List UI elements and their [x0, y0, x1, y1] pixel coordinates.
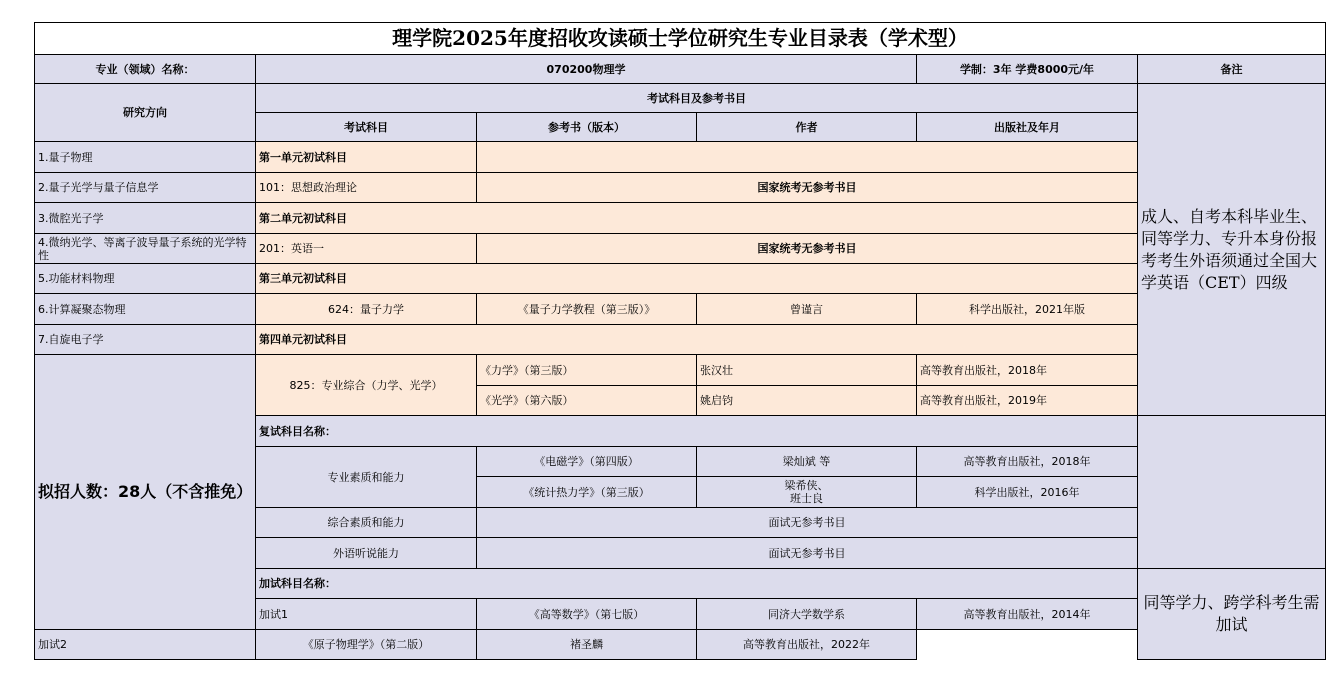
retest-author: 梁灿斌 等: [697, 447, 917, 477]
extra-book: 《原子物理学》（第二版）: [256, 630, 477, 660]
unit3-book: 《量子力学教程（第三版）》: [477, 294, 697, 325]
unit2-note: 国家统考无参考书目: [477, 234, 1138, 264]
unit4-publisher: 高等教育出版社，2018年: [917, 355, 1138, 386]
extra-author: 同济大学数学系: [697, 599, 917, 630]
unit4-author: 张汉壮: [697, 355, 917, 386]
extra-author: 褚圣麟: [477, 630, 697, 660]
retest-author: [697, 477, 917, 508]
author-header: 作者: [697, 113, 917, 142]
major-label: 专业（领域）名称：: [35, 55, 256, 84]
duration-fee: 学制：3年 学费8000元/年: [917, 55, 1138, 84]
unit2-subject: 201：英语一: [256, 234, 477, 264]
remarks-main: 成人、自考本科毕业生、同等学力、专升本身份报考考生外语须通过全国大学英语（CET）四级: [1138, 84, 1326, 416]
retest-comprehensive-note: 面试无参考书目: [477, 508, 1138, 538]
subject-header: 考试科目: [256, 113, 477, 142]
publisher-header: 出版社及年月: [917, 113, 1138, 142]
unit2-label: 第二单元初试科目: [256, 203, 1138, 234]
extra-name: 加试1: [256, 599, 477, 630]
unit4-book: 《力学》（第三版）: [477, 355, 697, 386]
extra-publisher: 高等教育出版社，2022年: [697, 630, 917, 660]
exam-group-header: 考试科目及参考书目: [256, 84, 1138, 113]
unit1-blank: [477, 142, 1138, 173]
extra-name: 加试2: [35, 630, 256, 660]
unit4-publisher: 高等教育出版社，2019年: [917, 386, 1138, 416]
retest-publisher: 高等教育出版社，2018年: [917, 447, 1138, 477]
unit1-label: 第一单元初试科目: [256, 142, 477, 173]
book-header: 参考书（版本）: [477, 113, 697, 142]
remarks-blank: [1138, 416, 1326, 569]
enrollment-count: 拟招人数：28人（不含推免）: [35, 355, 256, 630]
direction-header: 研究方向: [35, 84, 256, 142]
unit4-book: 《光学》（第六版）: [477, 386, 697, 416]
unit4-label: 第四单元初试科目: [256, 325, 1138, 355]
remarks-label: 备注: [1138, 55, 1326, 84]
unit3-label: 第三单元初试科目: [256, 264, 1138, 294]
retest-comprehensive: 综合素质和能力: [256, 508, 477, 538]
catalog-sheet: [34, 22, 1326, 660]
direction-item: 5.功能材料物理: [35, 264, 256, 294]
unit1-note: 国家统考无参考书目: [477, 173, 1138, 203]
unit4-author: 姚启钧: [697, 386, 917, 416]
unit4-subject: 825：专业综合（力学、光学）: [256, 355, 477, 416]
unit3-subject: 624：量子力学: [256, 294, 477, 325]
direction-item: 2.量子光学与量子信息学: [35, 173, 256, 203]
retest-foreign: 外语听说能力: [256, 538, 477, 569]
direction-item: 4.微纳光学、等离子波导量子系统的光学特性: [35, 234, 256, 264]
extra-label: 加试科目名称：: [256, 569, 1138, 599]
retest-author-line: 梁希侠、: [784, 479, 829, 492]
unit3-publisher: 科学出版社，2021年版: [917, 294, 1138, 325]
retest-foreign-note: 面试无参考书目: [477, 538, 1138, 569]
page-title: 理学院2025年度招收攻读硕士学位研究生专业目录表（学术型）: [35, 23, 1326, 55]
retest-label: 复试科目名称：: [256, 416, 1138, 447]
remarks-extra: 同等学力、跨学科考生需加试: [1138, 569, 1326, 660]
retest-book: 《电磁学》（第四版）: [477, 447, 697, 477]
direction-item: 7.自旋电子学: [35, 325, 256, 355]
direction-item: 3.微腔光子学: [35, 203, 256, 234]
retest-author-line: 班士良: [790, 492, 823, 505]
extra-publisher: 高等教育出版社，2014年: [917, 599, 1138, 630]
direction-item: 1.量子物理: [35, 142, 256, 173]
retest-book: 《统计热力学》（第三版）: [477, 477, 697, 508]
direction-item: 6.计算凝聚态物理: [35, 294, 256, 325]
retest-professional: 专业素质和能力: [256, 447, 477, 508]
retest-publisher: 科学出版社，2016年: [917, 477, 1138, 508]
catalog-table: [34, 22, 1326, 660]
extra-book: 《高等数学》（第七版）: [477, 599, 697, 630]
unit3-author: 曾谨言: [697, 294, 917, 325]
major-value: 070200物理学: [256, 55, 917, 84]
unit1-subject: 101：思想政治理论: [256, 173, 477, 203]
